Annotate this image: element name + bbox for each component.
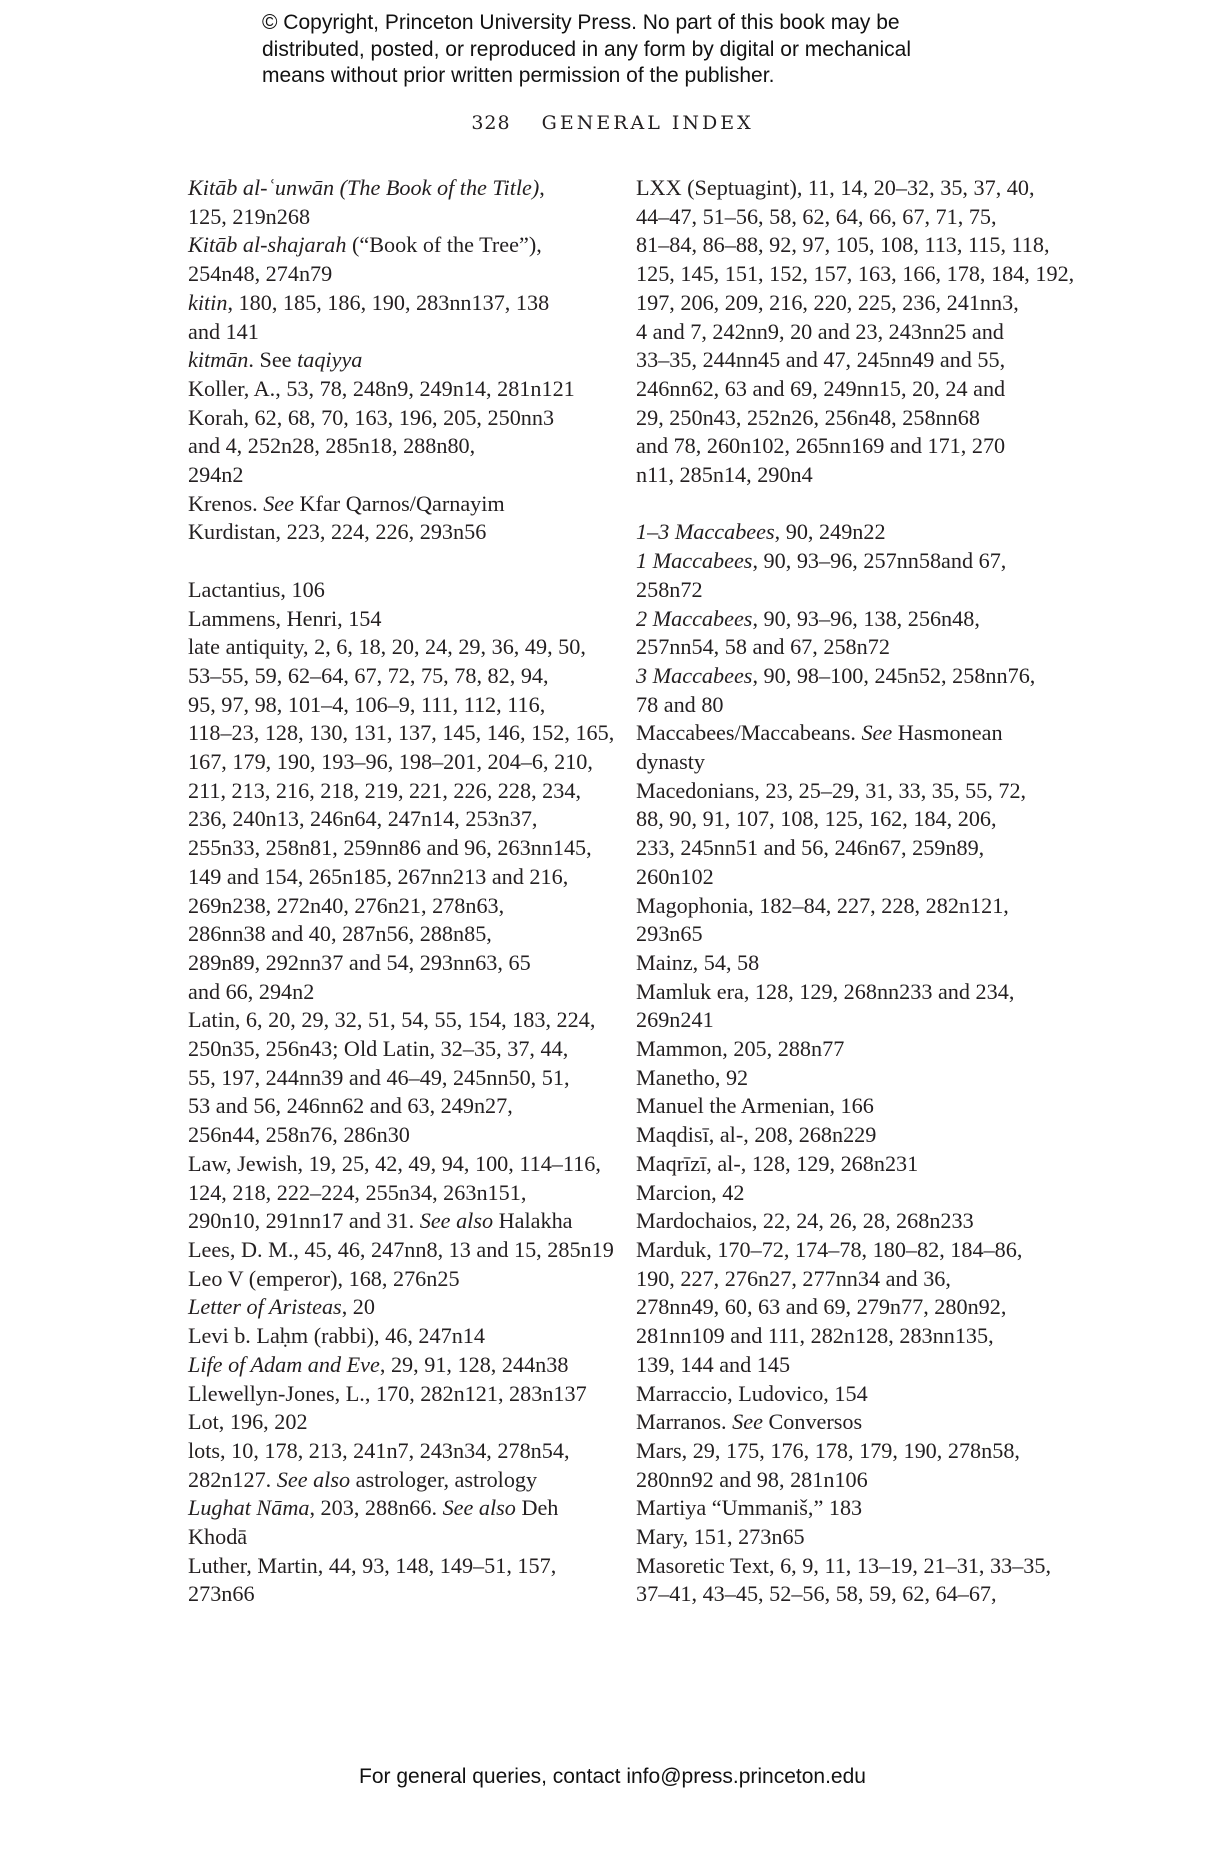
index-entry-line: Martiya “Ummaniš,” 183 [636,1495,863,1521]
index-entry [188,289,598,346]
index-entry-line: Krenos. See Kfar Qarnos/Qarnayim [188,490,505,516]
index-entry-line: Manetho, 92 [636,1064,749,1090]
index-entry-line: Lot, 196, 202 [188,1409,308,1435]
index-entry [636,547,1046,604]
index-entry-line: Masoretic Text, 6, 9, 11, 13–19, 21–31, 33–35, [636,1552,1052,1578]
index-entry [636,518,1046,547]
index-entry [636,949,1046,978]
index-entry-line: 233, 245nn51 and 56, 246n67, 259n89, [636,835,985,861]
index-entry-line: 211, 213, 216, 218, 219, 221, 226, 228, 234, [188,777,582,803]
index-entry-line: 44–47, 51–56, 58, 62, 64, 66, 67, 71, 75, [636,203,997,229]
index-entry-line: late antiquity, 2, 6, 18, 20, 24, 29, 36, 49, 50, [188,634,586,660]
index-entry [188,174,598,231]
index-entry [636,1552,1052,1609]
letter-section-gap [636,490,1046,519]
index-entry [188,375,598,404]
index-entry [636,1121,1046,1150]
index-entry-line: 88, 90, 91, 107, 108, 125, 162, 184, 206, [636,806,997,832]
index-entry [188,346,598,375]
index-entry [188,1265,598,1294]
index-entry-line: 258n72 [636,576,703,602]
index-entry [188,1552,598,1609]
index-entry-line: 257nn54, 58 and 67, 258n72 [636,634,890,660]
index-entry-line: Maccabees/Maccabeans. See Hasmonean [636,720,1003,746]
index-entry [188,1437,598,1494]
index-entry [188,1351,598,1380]
index-entry [636,174,1075,490]
index-entry [636,1035,1046,1064]
index-entry [188,1236,614,1265]
index-entry [188,518,598,547]
index-entry [636,719,1046,776]
index-entry [188,404,598,490]
copyright-line: distributed, posted, or reproduced in any form by digital or mechanical [262,37,912,61]
index-entry-line: Koller, A., 53, 78, 248n9, 249n14, 281n121 [188,375,575,401]
index-entry-line: 255n33, 258n81, 259nn86 and 96, 263nn145, [188,835,592,861]
index-entry-line: 55, 197, 244nn39 and 46–49, 245nn50, 51, [188,1064,570,1090]
index-entry-line: 3 Maccabees, 90, 98–100, 245n52, 258nn76, [636,662,1036,688]
index-entry-line: 282n127. See also astrologer, astrology [188,1466,538,1492]
copyright-line: © Copyright, Princeton University Press. No part of this book may be [262,11,900,34]
index-entry-line: Mardochaios, 22, 24, 26, 28, 268n233 [636,1208,974,1234]
index-entry [636,605,1046,662]
index-entry-line: Levi b. Laḥm (rabbi), 46, 247n14 [188,1323,485,1349]
index-entry-line: Leo V (emperor), 168, 276n25 [188,1265,460,1291]
index-entry-line: Lees, D. M., 45, 46, 247nn8, 13 and 15, 285n19 [188,1237,614,1262]
index-entry-line: Letter of Aristeas, 20 [188,1294,375,1320]
index-entry-line: n11, 285n14, 290n4 [636,462,813,488]
index-entry-line: Life of Adam and Eve, 29, 91, 128, 244n38 [188,1351,569,1377]
running-head [0,112,1225,134]
index-entry [188,1322,598,1351]
index-entry-line: Mammon, 205, 288n77 [636,1036,845,1062]
index-entry [188,605,598,634]
index-entry-line: 269n241 [636,1007,714,1033]
index-entry-line: and 78, 260n102, 265nn169 and 171, 270 [636,433,1006,459]
index-entry-line: and 66, 294n2 [188,978,315,1004]
index-entry [188,490,598,519]
index-entry-line: 4 and 7, 242nn9, 20 and 23, 243nn25 and [636,318,1004,344]
page-number: 328 [471,112,511,134]
index-entry-line: Lughat Nāma, 203, 288n66. See also Deh [188,1495,559,1521]
index-entry-line: 1 Maccabees, 90, 93–96, 257nn58and 67, [636,548,1007,574]
index-entry-line: 294n2 [188,462,244,488]
index-entry [636,978,1046,1035]
index-entry-line: 197, 206, 209, 216, 220, 225, 236, 241nn3, [636,289,1019,315]
index-entry [188,1293,598,1322]
index-entry-line: 236, 240n13, 246n64, 247n14, 253n37, [188,806,538,832]
index-entry-line: Llewellyn-Jones, L., 170, 282n121, 283n137 [188,1380,587,1406]
index-entry-line: Marduk, 170–72, 174–78, 180–82, 184–86, [636,1237,1023,1262]
index-entry-line: Marranos. See Conversos [636,1409,863,1435]
index-entry-line: Lactantius, 106 [188,576,325,602]
index-entry [188,231,598,288]
index-entry-line: 250n35, 256n43; Old Latin, 32–35, 37, 44, [188,1036,569,1062]
index-entry-line: 37–41, 43–45, 52–56, 58, 59, 62, 64–67, [636,1581,997,1607]
index-entry-line: LXX (Septuagint), 11, 14, 20–32, 35, 37, 40, [636,175,1035,200]
index-entry-line: 256n44, 258n76, 286n30 [188,1122,410,1148]
letter-section-gap [188,547,598,576]
index-entry-line: 1–3 Maccabees, 90, 249n22 [636,519,886,545]
index-entry [636,1092,1046,1121]
index-entry-line: 125, 145, 151, 152, 157, 163, 166, 178, 184, 192, [636,261,1075,287]
index-entry-line: Latin, 6, 20, 29, 32, 51, 54, 55, 154, 183, 224, [188,1007,596,1033]
section-title: GENERAL INDEX [541,112,754,134]
index-entry [188,1408,598,1437]
index-entry-line: 260n102 [636,863,714,889]
index-entry-line: Maqrīzī, al-, 128, 129, 268n231 [636,1150,919,1176]
index-entry [636,1150,1046,1179]
index-entry [636,777,1046,892]
index-column-left [188,174,615,1609]
index-entry-line: 273n66 [188,1581,255,1607]
index-entry [636,1064,1046,1093]
index-entry [636,1236,1046,1380]
index-entry [636,892,1046,949]
index-entry [636,1408,1046,1437]
index-entry-line: 167, 179, 190, 193–96, 198–201, 204–6, 210, [188,749,593,775]
index-entry-line: 269n238, 272n40, 276n21, 278n63, [188,892,505,918]
index-entry-line: 254n48, 274n79 [188,261,333,287]
index-entry-line: lots, 10, 178, 213, 241n7, 243n34, 278n54, [188,1437,570,1463]
index-entry [188,1006,598,1150]
index-entry-line: Mars, 29, 175, 176, 178, 179, 190, 278n58, [636,1437,1020,1463]
index-entry-line: 139, 144 and 145 [636,1351,791,1377]
index-entry-line: 53 and 56, 246nn62 and 63, 249n27, [188,1093,513,1119]
index-entry [188,1150,601,1236]
index-entry [636,1523,1046,1552]
copyright-line: means without prior written permission of the publisher. [262,64,775,87]
index-entry-line: Marcion, 42 [636,1179,745,1205]
index-entry-line: Law, Jewish, 19, 25, 42, 49, 94, 100, 114–116, [188,1150,601,1176]
index-entry [188,576,598,605]
copyright-notice [262,10,1022,90]
index-entry-line: Marraccio, Ludovico, 154 [636,1380,868,1406]
index-entry [188,1494,598,1551]
index-entry-line: 246nn62, 63 and 69, 249nn15, 20, 24 and [636,375,1006,401]
index-entry-line: 293n65 [636,921,703,947]
index-entry [636,1207,1046,1236]
index-entry [188,633,615,1006]
index-entry-line: 2 Maccabees, 90, 93–96, 138, 256n48, [636,605,980,631]
index-entry-line: Maqdisī, al-, 208, 268n229 [636,1122,877,1148]
index-entry [636,1437,1046,1494]
footer-contact: For general queries, contact info@press.princeton.edu [359,1765,866,1788]
index-entry-line: 81–84, 86–88, 92, 97, 105, 108, 113, 115, 118, [636,232,1050,258]
index-entry-line: Kurdistan, 223, 224, 226, 293n56 [188,519,487,545]
index-entry-line: Korah, 62, 68, 70, 163, 196, 205, 250nn3 [188,404,555,430]
index-entry-line: and 4, 252n28, 285n18, 288n80, [188,433,476,459]
index-entry-line: 29, 250n43, 252n26, 256n48, 258nn68 [636,404,980,430]
index-entry-line: dynasty [636,749,706,775]
index-entry-line: 290n10, 291nn17 and 31. See also Halakha [188,1208,573,1234]
index-entry [636,1179,1046,1208]
index-entry-line: 278nn49, 60, 63 and 69, 279n77, 280n92, [636,1294,1007,1320]
index-entry-line: 190, 227, 276n27, 277nn34 and 36, [636,1265,951,1291]
index-entry-line: Magophonia, 182–84, 227, 228, 282n121, [636,892,1009,918]
index-entry-line: Manuel the Armenian, 166 [636,1093,874,1119]
index-entry-line: Mamluk era, 128, 129, 268nn233 and 234, [636,978,1015,1004]
index-entry-line: 78 and 80 [636,691,724,717]
index-entry-line: 118–23, 128, 130, 131, 137, 145, 146, 152, 165, [188,720,615,746]
index-entry-line: 53–55, 59, 62–64, 67, 72, 75, 78, 82, 94, [188,662,549,688]
index-entry-line: Kitāb al-ʿunwān (The Book of the Title), [188,175,545,200]
index-entry-line: 286nn38 and 40, 287n56, 288n85, [188,921,492,947]
index-entry-line: Mainz, 54, 58 [636,949,760,975]
index-entry [636,1494,1046,1523]
index-entry-line: 281nn109 and 111, 282n128, 283nn135, [636,1323,994,1349]
index-entry-line: 289n89, 292nn37 and 54, 293nn63, 65 [188,949,531,975]
index-entry-line: and 141 [188,318,259,344]
index-entry-line: 149 and 154, 265n185, 267nn213 and 216, [188,863,569,889]
index-entry [636,1380,1046,1409]
index-entry-line: 124, 218, 222–224, 255n34, 263n151, [188,1179,527,1205]
index-entry-line: Kitāb al-shajarah (“Book of the Tree”), [188,232,542,258]
index-entry-line: Khodā [188,1524,248,1550]
index-entry-line: Mary, 151, 273n65 [636,1524,805,1550]
index-entry [188,1380,598,1409]
index-entry-line: Luther, Martin, 44, 93, 148, 149–51, 157, [188,1552,557,1578]
index-entry-line: 125, 219n268 [188,203,311,229]
index-entry-line: kitin, 180, 185, 186, 190, 283nn137, 138 [188,289,550,315]
index-entry-line: Lammens, Henri, 154 [188,605,382,631]
index-entry-line: 95, 97, 98, 101–4, 106–9, 111, 112, 116, [188,691,546,717]
index-entry-line: kitmān. See taqiyya [188,347,363,373]
index-entry-line: Macedonians, 23, 25–29, 31, 33, 35, 55, 72, [636,777,1027,803]
index-entry-line: 280nn92 and 98, 281n106 [636,1466,868,1492]
index-entry [636,662,1046,719]
index-entry-line: 33–35, 244nn45 and 47, 245nn49 and 55, [636,347,1006,373]
index-column-right [636,174,1075,1609]
